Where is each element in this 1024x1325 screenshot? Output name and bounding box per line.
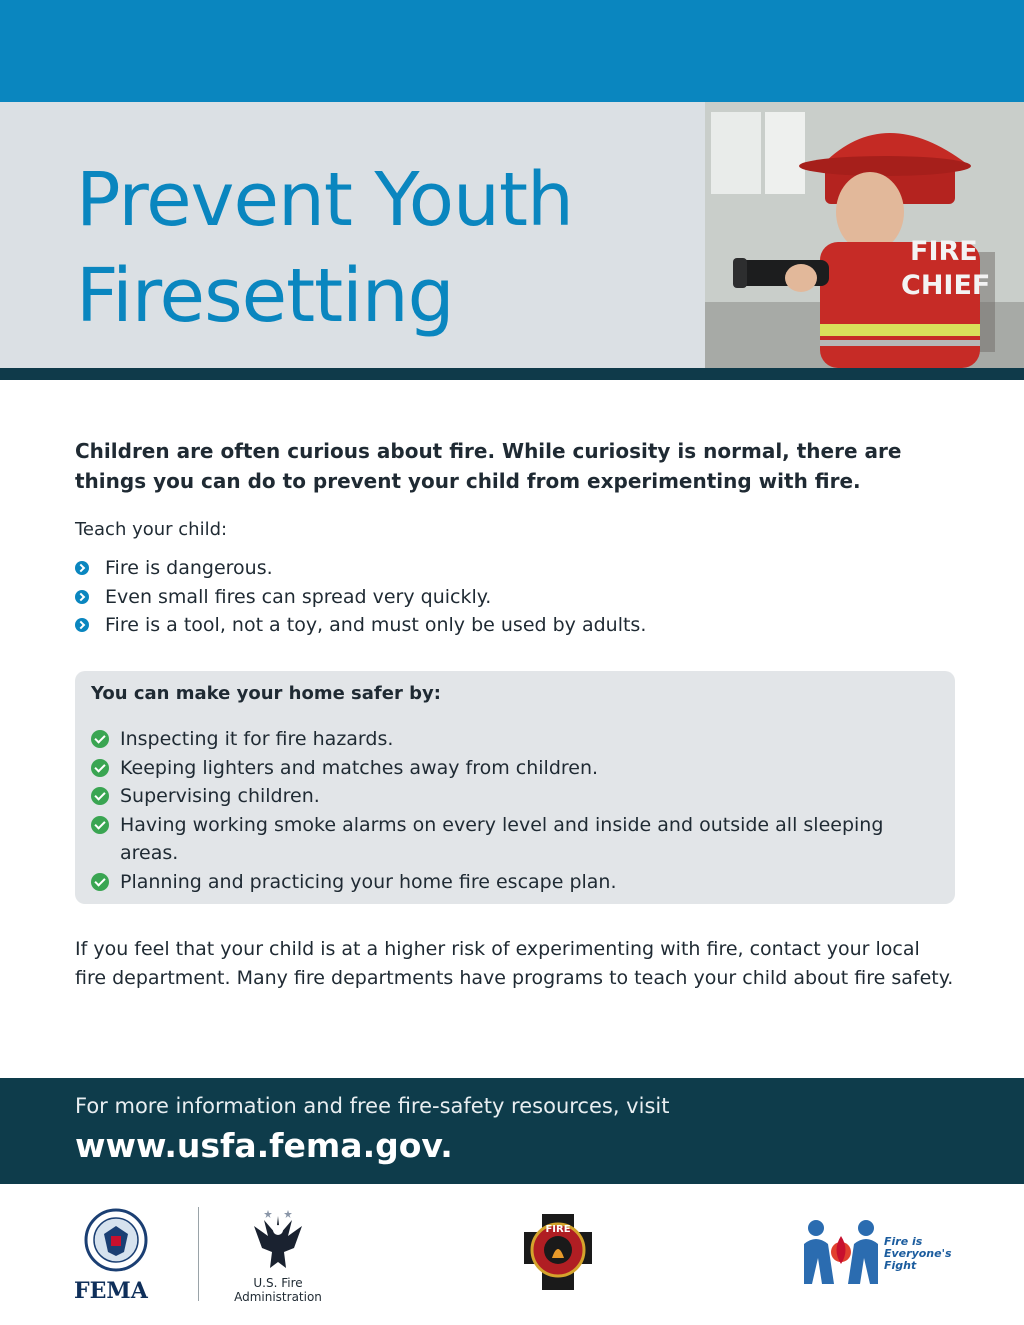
teach-list: [75, 554, 945, 640]
fief-text-line-1: Fire is: [884, 1235, 923, 1248]
list-item: [91, 725, 931, 754]
fire-is-everyones-fight-icon: [800, 1214, 882, 1292]
list-item: [91, 754, 931, 783]
home-safety-title: You can make your home safer by:: [91, 683, 441, 704]
child-firefighter-photo: [705, 102, 1024, 368]
check-circle-icon: [91, 873, 109, 891]
chevron-right-icon: [75, 561, 89, 575]
fema-logo-text: FEMA: [74, 1278, 148, 1304]
top-color-bar: [0, 0, 1024, 102]
fief-text-line-2: Everyone's: [884, 1247, 952, 1260]
closing-paragraph: If you feel that your child is at a higher risk of experimenting with fire, contact your local fire department. Many fire departments have programs to teach your child about fire safety.: [75, 938, 954, 989]
home-safety-box: [75, 671, 955, 904]
list-item: [91, 868, 931, 897]
check-circle-icon: [91, 759, 109, 777]
intro-paragraph: Children are often curious about fire. While curiosity is normal, there are things you can do to prevent your child from experimenting with fire.: [75, 439, 902, 493]
list-item: [91, 811, 931, 868]
chevron-right-icon: [75, 590, 89, 604]
home-safety-list: [91, 725, 931, 896]
fire-department-badge-icon: [512, 1210, 604, 1294]
list-item: [75, 611, 945, 640]
fire-badge-text: FIRE: [545, 1224, 571, 1235]
list-item: [75, 554, 945, 583]
child-firefighter-illustration: [705, 102, 1024, 368]
header-divider: [0, 368, 1024, 380]
title-line-1: Prevent Youth: [76, 157, 573, 243]
usfa-logo-text: [232, 1276, 324, 1304]
check-circle-icon: [91, 730, 109, 748]
fief-logo-text: [884, 1236, 954, 1272]
check-circle-icon: [91, 816, 109, 834]
list-item-text: Fire is dangerous.: [105, 557, 273, 579]
list-item-text: Fire is a tool, not a toy, and must only be used by adults.: [105, 614, 647, 636]
jacket-text-2: CHIEF: [901, 270, 991, 301]
list-item: [75, 583, 945, 612]
footer-info-text: For more information and free fire-safety resources, visit: [75, 1094, 670, 1118]
footer-url-link[interactable]: www.usfa.fema.gov.: [75, 1126, 453, 1165]
list-item-text: Planning and practicing your home fire escape plan.: [120, 870, 617, 893]
teach-heading: Teach your child:: [75, 519, 228, 540]
list-item: [91, 782, 931, 811]
fief-text-line-3: Fight: [884, 1259, 917, 1272]
main-content: [75, 436, 945, 640]
page-title: [76, 152, 696, 344]
logo-divider: [198, 1207, 199, 1301]
usfa-eagle-icon: [250, 1206, 306, 1274]
usfa-text-line-1: U.S. Fire: [253, 1276, 303, 1290]
list-item-text: Supervising children.: [120, 785, 320, 807]
usfa-text-line-2: Administration: [234, 1290, 322, 1304]
dhs-seal-icon: [84, 1208, 148, 1272]
list-item-text: Inspecting it for fire hazards.: [120, 728, 394, 750]
title-line-2: Firesetting: [76, 253, 454, 339]
list-item-text: Having working smoke alarms on every level and inside and outside all sleeping areas.: [120, 813, 884, 864]
check-circle-icon: [91, 787, 109, 805]
list-item-text: Keeping lighters and matches away from children.: [120, 756, 599, 779]
jacket-text-1: FIRE: [910, 236, 978, 267]
chevron-right-icon: [75, 618, 89, 632]
list-item-text: Even small fires can spread very quickly.: [105, 585, 492, 608]
